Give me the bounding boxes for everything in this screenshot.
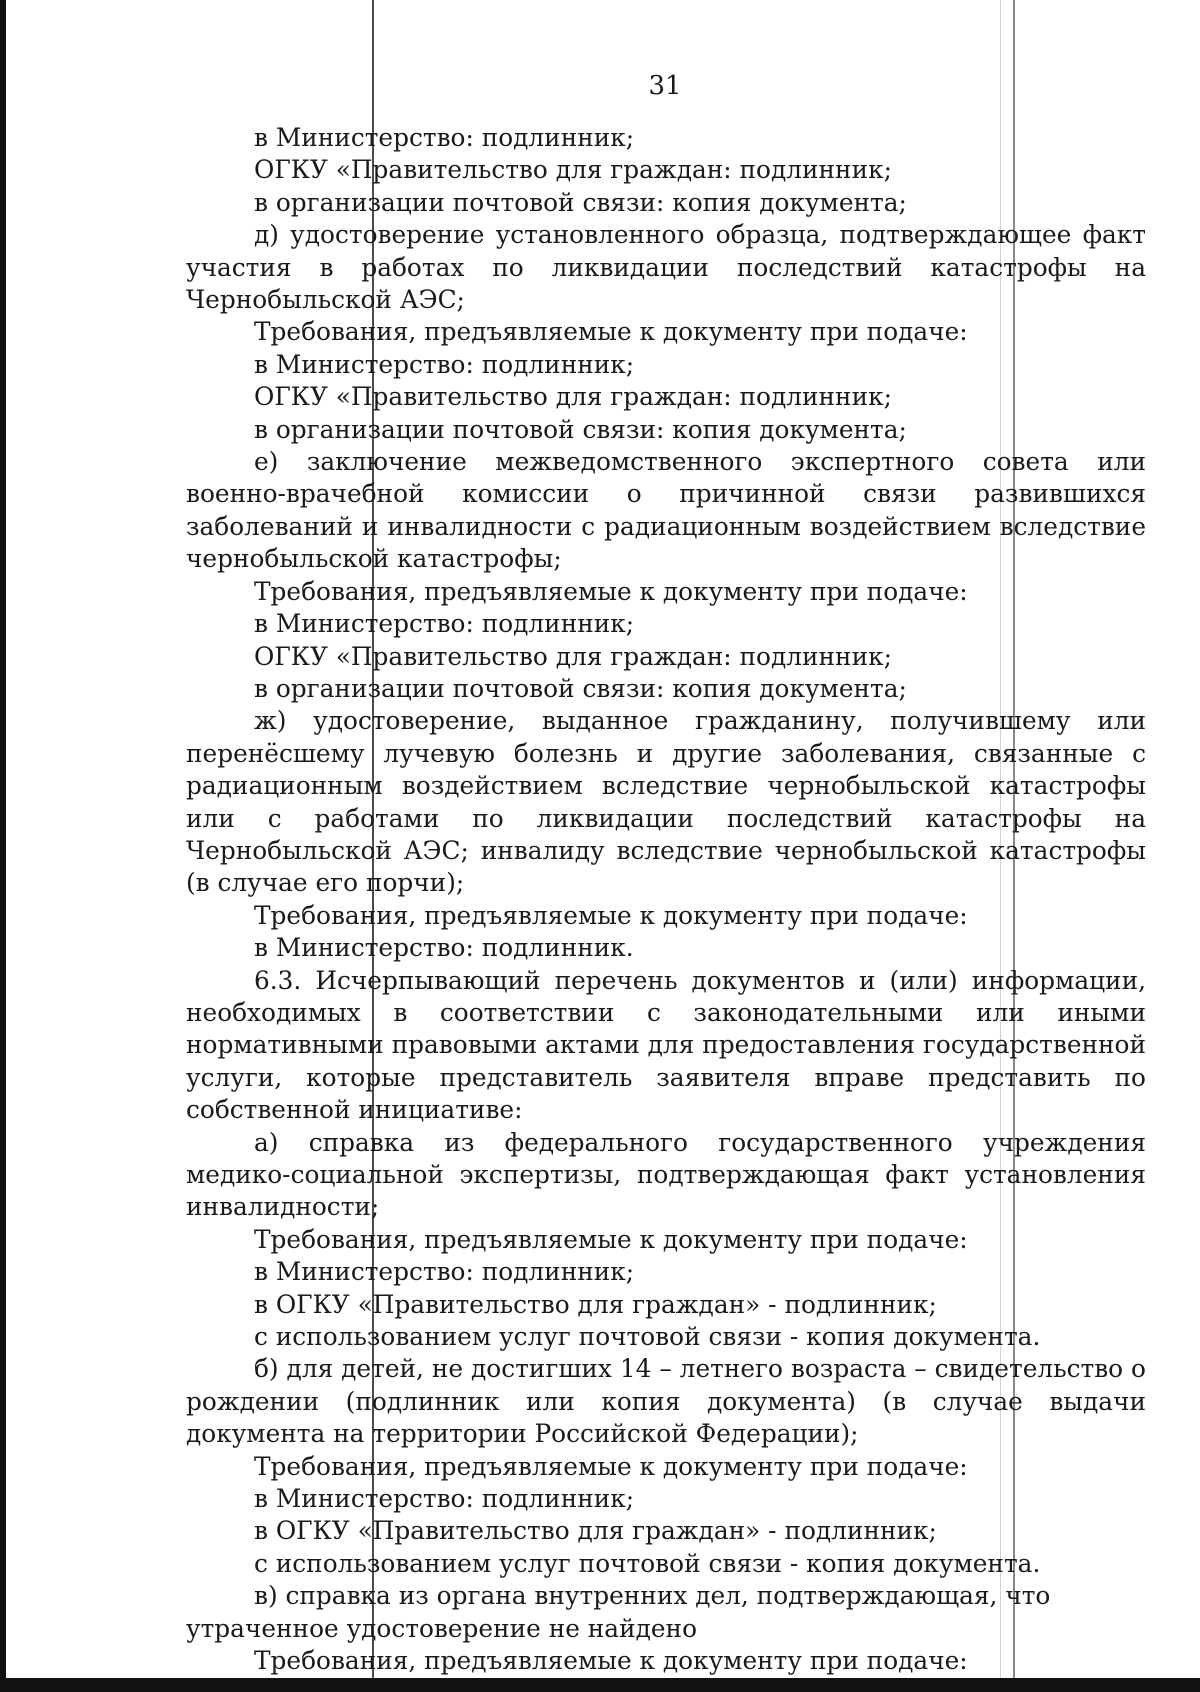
document-paragraph: в организации почтовой связи: копия документа; [254,673,907,703]
document-paragraph: в Министерство: подлинник. [254,933,634,963]
document-paragraph: ОГКУ «Правительство для граждан: подлинник; [254,155,892,185]
document-body [186,122,1146,1678]
document-paragraph: в организации почтовой связи: копия документа; [254,414,907,444]
document-paragraph: д) удостоверение установленного образца, подтверждающее факт участия в работах по ликвидации последствий катастрофы на Чернобыльской АЭС; [186,220,1146,315]
scan-border-bottom [0,1678,1200,1692]
page-number: 31 [648,71,682,101]
document-paragraph: с использованием услуг почтовой связи - копия документа. [254,1548,1041,1578]
document-paragraph: а) справка из федерального государственного учреждения медико-социальной экспертизы, подтверждающая факт установления инвалидности; [186,1127,1146,1222]
document-paragraph: в организации почтовой связи: копия документа; [254,187,907,217]
document-paragraph: ж) удостоверение, выданное гражданину, получившему или перенёсшему лучевую болезнь и другие заболевания, связанные с радиационным воздействием вследствие чернобыльской катастрофы или с работами по ликвидации последствий катастрофы на Чернобыльской АЭС; инвалиду вследствие чернобыльской катастрофы (в случае его порчи); [186,706,1146,898]
scan-border-left [0,0,6,1692]
document-paragraph: б) для детей, не достигших 14 – летнего возраста – свидетельство о рождении (подлинник или копия документа) (в случае выдачи документа на территории Российской Федерации); [186,1354,1146,1449]
document-paragraph: Требования, предъявляемые к документу при подаче: [254,1451,968,1481]
document-paragraph: в Министерство: подлинник; [254,1484,635,1514]
document-paragraph: в ОГКУ «Правительство для граждан» - подлинник; [254,1516,937,1546]
document-paragraph: в Министерство: подлинник; [254,609,635,639]
document-paragraph: Требования, предъявляемые к документу при подаче: [254,317,968,347]
document-paragraph: в) справка из органа внутренних дел, подтверждающая, что утраченное удостоверение не найдено [186,1581,1051,1643]
document-paragraph: в ОГКУ «Правительство для граждан» - подлинник; [254,1289,937,1319]
document-paragraph: е) заключение межведомственного экспертного совета или военно-врачебной комиссии о причинной связи развившихся заболеваний и инвалидности с радиационным воздействием вследствие чернобыльской катастрофы; [186,447,1146,574]
document-paragraph: 6.3. Исчерпывающий перечень документов и (или) информации, необходимых в соответствии с законодательными или иными нормативными правовыми актами для предоставления государственной услуги, которые представитель заявителя вправе представить по собственной инициативе: [186,965,1146,1125]
document-paragraph: Требования, предъявляемые к документу при подаче: [254,1646,968,1676]
document-paragraph: в Министерство: подлинник; [254,349,635,379]
document-paragraph: ОГКУ «Правительство для граждан: подлинник; [254,641,892,671]
document-paragraph: Требования, предъявляемые к документу при подаче: [254,1224,968,1254]
document-paragraph: в Министерство: подлинник; [254,1257,635,1287]
document-paragraph: Требования, предъявляемые к документу при подаче: [254,900,968,930]
document-paragraph: с использованием услуг почтовой связи - копия документа. [254,1322,1041,1352]
document-paragraph: в Министерство: подлинник; [254,123,635,152]
document-paragraph: ОГКУ «Правительство для граждан: подлинник; [254,382,892,412]
document-paragraph: Требования, предъявляемые к документу при подаче: [254,576,968,606]
